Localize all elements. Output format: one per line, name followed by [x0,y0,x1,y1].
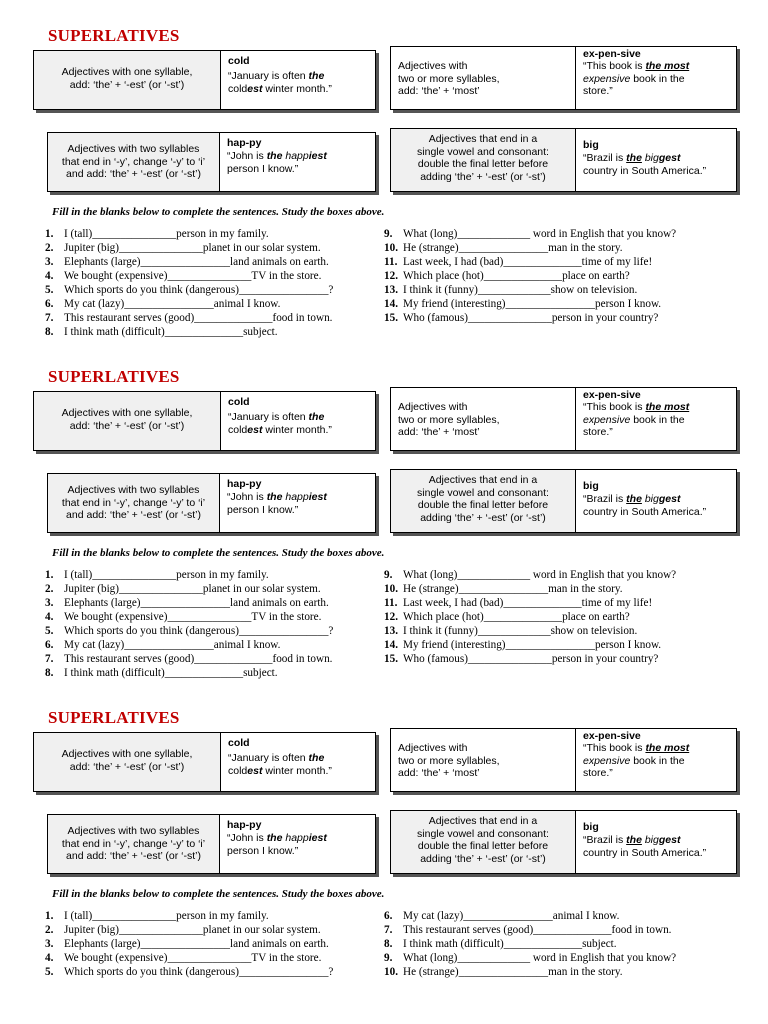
rule-line: Adjectives with one syllable, [61,66,193,78]
rule-cell [48,474,220,532]
rule-line: Adjectives with [398,60,468,72]
example-sentence: “Brazil is the biggest country in South America.” [583,152,707,177]
question-item: 3. Elephants (large)________________land animals on earth. [45,256,329,268]
rule-box-two-syllables-y [47,132,376,192]
rule-box-cvc [390,469,737,533]
example-cell [576,388,736,450]
question-item: 5. Which sports do you think (dangerous)________________? [45,966,334,978]
question-item: 13. I think it (funny)_____________show on television. [384,625,638,637]
rule-line: add: ‘the’ + ‘-est’ (or ‘-st’) [69,419,185,432]
rule-line: Adjectives with one syllable, [61,748,193,760]
instructions: Fill in the blanks below to complete the sentences. Study the boxes above. [52,888,385,900]
rule-line: and add: ‘the’ + ‘-est’ (or ‘-st’) [66,509,201,521]
rule-line: add: ‘the’ + ‘-est’ (or ‘-st’) [69,760,185,773]
question-item: 6. My cat (lazy)________________animal I know. [45,639,281,651]
rule-line: single vowel and consonant: [417,827,549,840]
rule-line: add: ‘the’ + ‘most’ [398,767,480,779]
example-sentence: “January is often the coldest winter month.” [228,411,332,436]
question-item: 5. Which sports do you think (dangerous)________________? [45,284,334,296]
example-word: big [583,480,599,492]
rule-line: that end in ‘-y’, change ‘-y’ to ‘i’ [61,837,206,850]
rule-cell [391,388,576,450]
section-title: SUPERLATIVES [48,708,180,727]
rule-line: and add: ‘the’ + ‘-est’ (or ‘-st’) [66,168,201,180]
example-word: hap-py [227,819,262,831]
question-item: 14. My friend (interesting)________________person I know. [384,298,662,310]
example-word: ex-pen-sive [583,730,641,742]
rule-line: two or more syllables, [398,413,500,426]
question-item: 1. I (tall)_______________person in my family. [45,228,269,240]
worksheet-section-1 [0,26,768,346]
rule-line: and add: ‘the’ + ‘-est’ (or ‘-st’) [66,850,201,862]
rule-box-one-syllable [33,50,376,110]
example-cell [220,815,375,873]
rule-line: add: ‘the’ + ‘most’ [398,85,480,97]
rule-line: Adjectives with two syllables [67,484,200,496]
rule-box-one-syllable [33,391,376,451]
example-sentence: “This book is the most expensive book in the store.” [583,742,690,779]
example-word: big [583,139,599,151]
example-cell [576,729,736,791]
rule-cell [48,815,220,873]
rule-cell [34,392,221,450]
rule-line: Adjectives that end in a [428,133,538,145]
question-item: 2. Jupiter (big)_______________planet in our solar system. [45,924,321,936]
example-sentence: “John is the happiest person I know.” [227,832,327,857]
rule-line: that end in ‘-y’, change ‘-y’ to ‘i’ [61,155,206,168]
rule-line: Adjectives with [398,401,468,413]
rule-cell [34,51,221,109]
question-item: 6. My cat (lazy)________________animal I know. [384,910,620,922]
example-sentence: “John is the happiest person I know.” [227,150,327,175]
example-sentence: “January is often the coldest winter month.” [228,70,332,95]
rule-box-cvc [390,128,737,192]
example-cell [576,470,736,532]
rule-cell [34,733,221,791]
rule-cell [391,47,576,109]
example-word: ex-pen-sive [583,389,641,401]
question-item: 4. We bought (expensive)_______________TV in the store. [45,270,322,282]
question-item: 3. Elephants (large)________________land animals on earth. [45,938,329,950]
example-word: hap-py [227,478,262,490]
rule-line: add: ‘the’ + ‘-est’ (or ‘-st’) [69,78,185,91]
example-word: ex-pen-sive [583,48,641,60]
example-sentence: “John is the happiest person I know.” [227,491,327,516]
worksheet-section-3 [0,708,768,1024]
rule-line: adding ‘the’ + ‘-est’ (or ‘-st’) [420,511,546,524]
question-item: 9. What (long)_____________ word in English that you know? [384,569,677,581]
question-item: 2. Jupiter (big)_______________planet in our solar system. [45,583,321,595]
question-item: 2. Jupiter (big)_______________planet in our solar system. [45,242,321,254]
instructions: Fill in the blanks below to complete the sentences. Study the boxes above. [52,206,385,218]
question-item: 7. This restaurant serves (good)______________food in town. [45,312,333,324]
rule-line: two or more syllables, [398,72,500,85]
question-item: 10. He (strange)________________man in the story. [384,242,623,254]
example-word: cold [228,396,250,408]
rule-box-two-or-more [390,728,737,792]
rule-line: Adjectives that end in a [428,474,538,486]
question-item: 4. We bought (expensive)_______________TV in the store. [45,952,322,964]
section-title: SUPERLATIVES [48,367,180,386]
rule-box-two-or-more [390,46,737,110]
question-item: 7. This restaurant serves (good)______________food in town. [384,924,672,936]
example-cell [220,133,375,191]
example-cell [221,392,375,450]
question-item: 9. What (long)_____________ word in English that you know? [384,228,677,240]
worksheet-section-2 [0,367,768,687]
rule-line: double the final letter before [417,499,549,511]
rule-line: Adjectives with two syllables [67,143,200,155]
rule-line: double the final letter before [417,840,549,852]
rule-box-one-syllable [33,732,376,792]
example-sentence: “January is often the coldest winter month.” [228,752,332,777]
rule-box-two-or-more [390,387,737,451]
example-word: cold [228,55,250,67]
rule-line: single vowel and consonant: [417,145,549,158]
rule-line: Adjectives with one syllable, [61,407,193,419]
question-item: 13. I think it (funny)_____________show on television. [384,284,638,296]
question-item: 1. I (tall)_______________person in my family. [45,910,269,922]
rule-line: two or more syllables, [398,754,500,767]
example-cell [221,51,375,109]
rule-cell [391,811,576,873]
rule-line: Adjectives that end in a [428,815,538,827]
question-item: 14. My friend (interesting)________________person I know. [384,639,662,651]
rule-cell [391,729,576,791]
question-item: 8. I think math (difficult)______________subject. [384,938,617,950]
rule-line: Adjectives with [398,742,468,754]
question-item: 8. I think math (difficult)______________subject. [45,667,278,679]
rule-line: that end in ‘-y’, change ‘-y’ to ‘i’ [61,496,206,509]
rule-cell [391,470,576,532]
question-item: 15. Who (famous)_______________person in your country? [384,653,659,665]
example-cell [220,474,375,532]
question-item: 3. Elephants (large)________________land animals on earth. [45,597,329,609]
question-item: 8. I think math (difficult)______________subject. [45,326,278,338]
question-item: 1. I (tall)_______________person in my family. [45,569,269,581]
rule-line: adding ‘the’ + ‘-est’ (or ‘-st’) [420,852,546,865]
question-item: 4. We bought (expensive)_______________TV in the store. [45,611,322,623]
example-word: hap-py [227,137,262,149]
rule-line: Adjectives with two syllables [67,825,200,837]
question-item: 12. Which place (hot)______________place on earth? [384,611,630,623]
question-item: 10. He (strange)________________man in the story. [384,966,623,978]
question-item: 6. My cat (lazy)________________animal I know. [45,298,281,310]
example-cell [576,47,736,109]
rule-line: add: ‘the’ + ‘most’ [398,426,480,438]
example-sentence: “This book is the most expensive book in the store.” [583,60,690,97]
question-item: 11. Last week, I had (bad)______________time of my life! [384,256,653,268]
rule-line: adding ‘the’ + ‘-est’ (or ‘-st’) [420,170,546,183]
example-cell [576,811,736,873]
question-item: 15. Who (famous)_______________person in your country? [384,312,659,324]
example-cell [221,733,375,791]
question-item: 12. Which place (hot)______________place on earth? [384,270,630,282]
rule-box-two-syllables-y [47,473,376,533]
rule-line: double the final letter before [417,158,549,170]
rule-cell [391,129,576,191]
example-cell [576,129,736,191]
example-sentence: “Brazil is the biggest country in South America.” [583,493,707,518]
question-item: 5. Which sports do you think (dangerous)________________? [45,625,334,637]
rule-cell [48,133,220,191]
rule-box-two-syllables-y [47,814,376,874]
question-item: 11. Last week, I had (bad)______________time of my life! [384,597,653,609]
example-word: big [583,821,599,833]
example-sentence: “This book is the most expensive book in the store.” [583,401,690,438]
instructions: Fill in the blanks below to complete the sentences. Study the boxes above. [52,547,385,559]
question-item: 10. He (strange)________________man in the story. [384,583,623,595]
question-item: 9. What (long)_____________ word in English that you know? [384,952,677,964]
rule-box-cvc [390,810,737,874]
question-item: 7. This restaurant serves (good)______________food in town. [45,653,333,665]
example-word: cold [228,737,250,749]
rule-line: single vowel and consonant: [417,486,549,499]
example-sentence: “Brazil is the biggest country in South America.” [583,834,707,859]
section-title: SUPERLATIVES [48,26,180,45]
